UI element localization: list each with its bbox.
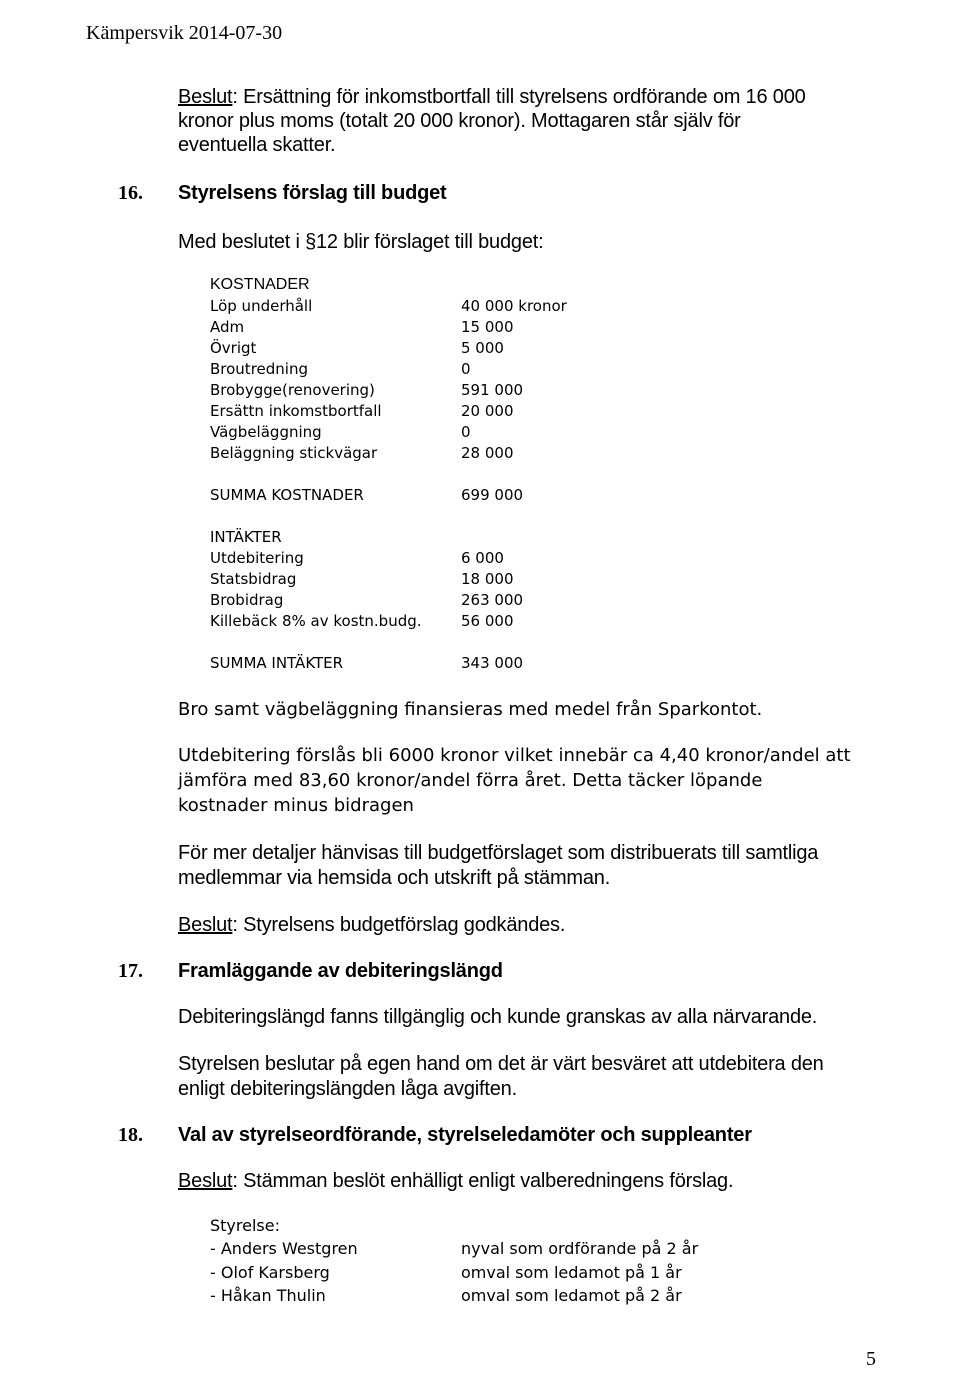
cost-row-value: 15 000 [461, 318, 514, 336]
decision-text: : Styrelsens budgetförslag godkändes. [232, 914, 566, 936]
decision-compensation-line2: kronor plus moms (totalt 20 000 kronor). Mottagaren står själv för [178, 110, 741, 132]
cost-row-label: Adm [210, 318, 245, 336]
para-financing: Bro samt vägbeläggning finansieras med medel från Sparkontot. [178, 699, 763, 720]
section-16-title: Styrelsens förslag till budget [178, 182, 447, 204]
board-member-role: omval som ledamot på 1 år [461, 1262, 682, 1282]
decision-text: : Ersättning för inkomstbortfall till styrelsens ordförande om 16 000 [232, 86, 806, 108]
section-17-number: 17. [118, 960, 143, 982]
section-17-title: Framläggande av debiteringslängd [178, 960, 503, 982]
cost-row-label: Löp underhåll [210, 297, 313, 315]
para-utdebitering-line1: Utdebitering förslås bli 6000 kronor vilket innebär ca 4,40 kronor/andel att [178, 745, 851, 766]
page-number: 5 [866, 1348, 876, 1370]
board-member-name: - Håkan Thulin [210, 1286, 326, 1305]
election-decision [178, 1170, 733, 1193]
budget-intro: Med beslutet i §12 blir förslaget till budget: [178, 231, 544, 253]
decision-compensation-line3: eventuella skatter. [178, 134, 336, 156]
para-styrelsen-line2: enligt debiteringslängden låga avgiften. [178, 1078, 517, 1100]
income-row-value: 6 000 [461, 549, 504, 567]
cost-row-value: 5 000 [461, 339, 504, 357]
decision-text: : Stämman beslöt enhälligt enligt valberedningens förslag. [232, 1170, 734, 1192]
decision-label: Beslut [178, 86, 233, 108]
income-row-label: Brobidrag [210, 591, 284, 609]
cost-row-label: Beläggning stickvägar [210, 444, 378, 462]
budget-decision [178, 914, 565, 937]
para-styrelsen-line1: Styrelsen beslutar på egen hand om det är värt besväret att utdebitera den [178, 1053, 824, 1075]
costs-total-label: SUMMA KOSTNADER [210, 486, 364, 504]
income-row-value: 263 000 [461, 591, 524, 609]
board-heading: Styrelse: [210, 1216, 280, 1235]
para-details-line1: För mer detaljer hänvisas till budgetförslaget som distribuerats till samtliga [178, 842, 819, 864]
income-total-label: SUMMA INTÄKTER [210, 654, 344, 672]
cost-row-value: 591 000 [461, 381, 524, 399]
income-row-label: Killebäck 8% av kostn.budg. [210, 612, 422, 630]
decision-compensation-line1 [178, 86, 806, 109]
para-utdebitering-line2: jämföra med 83,60 kronor/andel förra året. Detta täcker löpande [178, 770, 763, 791]
cost-row-label: Vägbeläggning [210, 423, 322, 441]
board-member-name: - Olof Karsberg [210, 1262, 330, 1282]
cost-row-label: Broutredning [210, 360, 308, 378]
cost-row-value: 0 [461, 423, 471, 441]
para-utdebitering-line3: kostnader minus bidragen [178, 795, 414, 816]
board-member-name: - Anders Westgren [210, 1239, 358, 1258]
page-header: Kämpersvik 2014-07-30 [86, 22, 283, 44]
cost-row-value: 40 000 kronor [461, 297, 567, 315]
para-debiteringslangd: Debiteringslängd fanns tillgänglig och kunde granskas av alla närvarande. [178, 1006, 818, 1028]
income-row-value: 18 000 [461, 570, 514, 588]
costs-total-value: 699 000 [461, 486, 524, 504]
section-18-title: Val av styrelseordförande, styrelseledamöter och suppleanter [178, 1124, 752, 1146]
cost-row-label: Ersättn inkomstbortfall [210, 402, 382, 420]
para-details-line2: medlemmar via hemsida och utskrift på stämman. [178, 867, 611, 889]
cost-row-value: 0 [461, 360, 471, 378]
section-16-number: 16. [118, 182, 143, 204]
decision-label: Beslut [178, 1170, 233, 1192]
board-member-role: omval som ledamot på 2 år [461, 1286, 682, 1305]
cost-row-label: Övrigt [210, 339, 257, 357]
cost-row-label: Brobygge(renovering) [210, 381, 375, 399]
cost-row-value: 28 000 [461, 444, 514, 462]
cost-row-value: 20 000 [461, 402, 514, 420]
income-row-label: Utdebitering [210, 549, 304, 567]
income-total-value: 343 000 [461, 654, 524, 672]
income-row-label: Statsbidrag [210, 570, 297, 588]
costs-heading: KOSTNADER [210, 276, 310, 293]
decision-label: Beslut [178, 914, 233, 936]
income-heading: INTÄKTER [210, 528, 282, 546]
income-row-value: 56 000 [461, 612, 514, 630]
board-member-role: nyval som ordförande på 2 år [461, 1239, 699, 1258]
section-18-number: 18. [118, 1124, 143, 1146]
